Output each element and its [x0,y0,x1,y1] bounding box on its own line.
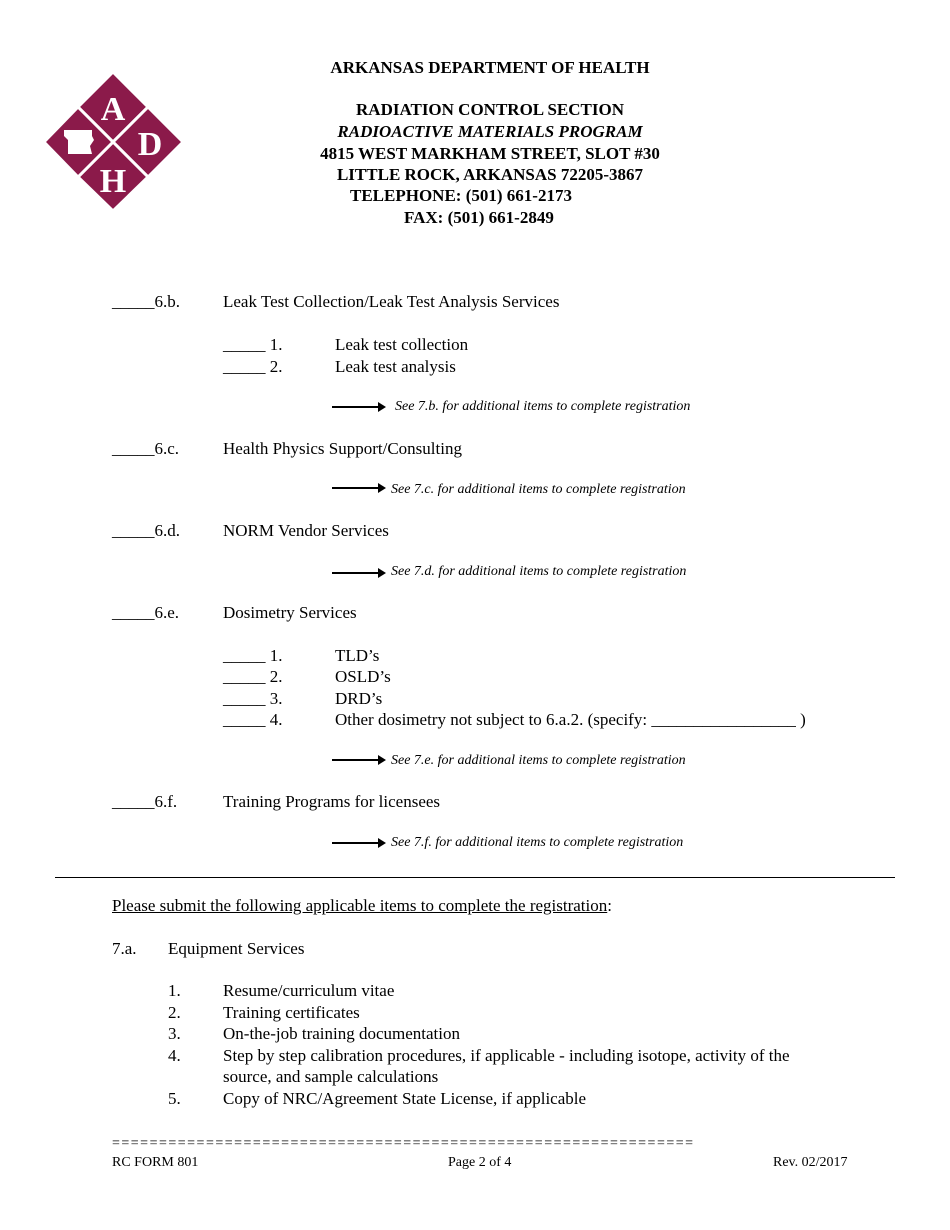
submit-heading-text: Please submit the following applicable items to complete the registration [112,896,608,915]
list-item-number: 1. [168,981,181,1000]
item-6e-4-text[interactable]: Other dosimetry not subject to 6.a.2. (specify: _________________ ) [335,710,806,729]
dept-name: ARKANSAS DEPARTMENT OF HEALTH [330,58,650,77]
item-6e-1-text: TLD’s [335,646,380,665]
list-item-continuation: source, and sample calculations [223,1067,439,1086]
section-6c-number[interactable]: _____6.c. [112,439,180,458]
section-6e-number[interactable]: _____6.e. [112,603,180,622]
city-address: LITTLE ROCK, ARKANSAS 72205-3867 [336,165,644,184]
list-item: Resume/curriculum vitae [223,981,395,1000]
arkansas-state-icon [64,130,94,154]
list-item-number: 4. [168,1046,181,1065]
footer-rule: ============================================================== [112,1136,695,1151]
section-6e-title: Dosimetry Services [223,603,357,622]
telephone: TELEPHONE: (501) 661-2173 [350,186,572,205]
section-6f-number[interactable]: _____6.f. [112,792,178,811]
note-6d: See 7.d. for additional items to complete registration [391,564,687,579]
form-number: RC FORM 801 [112,1155,199,1170]
item-6e-2-number[interactable]: _____ 2. [223,667,283,686]
arrow-icon [332,406,384,408]
item-6b-1-text: Leak test collection [335,335,469,354]
item-6e-1-number[interactable]: _____ 1. [223,646,283,665]
arrow-icon [332,487,384,489]
program-name: RADIOACTIVE MATERIALS PROGRAM [337,122,643,141]
note-6b: See 7.b. for additional items to complete registration [395,399,691,414]
section-6d-number[interactable]: _____6.d. [112,521,180,540]
list-item: Copy of NRC/Agreement State License, if applicable [223,1089,587,1108]
section-6c-title: Health Physics Support/Consulting [223,439,462,458]
arrow-icon [332,572,384,574]
arrow-icon [332,842,384,844]
list-item: On-the-job training documentation [223,1024,460,1043]
fax: FAX: (501) 661-2849 [404,208,554,227]
note-6c: See 7.c. for additional items to complete registration [391,482,686,497]
list-item-number: 2. [168,1003,181,1022]
note-6f: See 7.f. for additional items to complete registration [391,835,684,850]
item-6b-2-text: Leak test analysis [335,357,456,376]
submit-heading-colon: : [607,896,612,915]
section-7a-title: Equipment Services [168,939,305,958]
section-name: RADIATION CONTROL SECTION [356,100,624,119]
item-6b-2-number[interactable]: _____ 2. [223,357,283,376]
divider [55,877,895,878]
section-7a-number: 7.a. [112,939,137,958]
street-address: 4815 WEST MARKHAM STREET, SLOT #30 [320,144,660,163]
list-item: Training certificates [223,1003,360,1022]
section-6b-title: Leak Test Collection/Leak Test Analysis Services [223,292,560,311]
list-item-number: 5. [168,1089,181,1108]
submit-heading [112,896,612,916]
logo-letter-a: A [100,91,126,128]
logo-letter-d: D [137,126,163,163]
logo-letter-h: H [99,163,127,200]
section-6f-title: Training Programs for licensees [223,792,441,811]
revision-date: Rev. 02/2017 [773,1155,848,1170]
arrow-icon [332,759,384,761]
adh-logo [42,70,184,212]
page-number: Page 2 of 4 [448,1155,512,1170]
item-6e-3-text: DRD’s [335,689,383,708]
item-6b-1-number[interactable]: _____ 1. [223,335,283,354]
list-item-number: 3. [168,1024,181,1043]
item-6e-4-number[interactable]: _____ 4. [223,710,283,729]
list-item: Step by step calibration procedures, if applicable - including isotope, activity of the [223,1046,790,1065]
note-6e: See 7.e. for additional items to complete registration [391,753,686,768]
section-6b-number[interactable]: _____6.b. [112,292,180,311]
section-6d-title: NORM Vendor Services [223,521,389,540]
item-6e-3-number[interactable]: _____ 3. [223,689,283,708]
item-6e-2-text: OSLD’s [335,667,391,686]
